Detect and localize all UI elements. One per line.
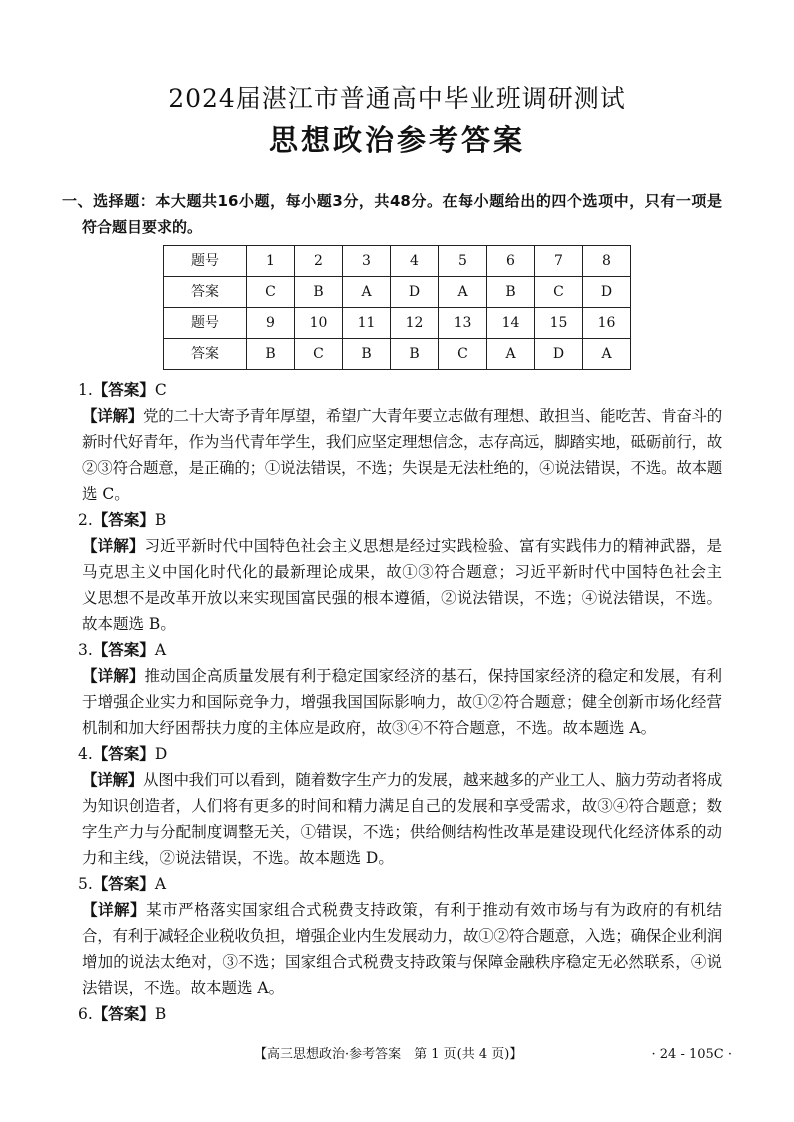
section-heading-line2: 符合题目要求的。 <box>82 218 203 236</box>
answer-heading <box>78 871 722 897</box>
explanation-text: 从图中我们可以看到，随着数字生产力的发展，越来越多的产业工人、脑力劳动者将成 <box>142 771 722 789</box>
table-cell: 16 <box>583 308 631 339</box>
answer-heading <box>78 1001 722 1027</box>
question-number: 4. <box>78 745 93 763</box>
explanation-line <box>78 455 722 481</box>
table-cell: A <box>487 339 535 370</box>
answer-label: 【答案】 <box>92 381 155 399</box>
table-cell: C <box>247 277 295 308</box>
section-heading <box>62 188 722 240</box>
table-cell: 7 <box>535 246 583 277</box>
page-footer <box>0 1046 794 1064</box>
question-number: 6. <box>78 1005 93 1023</box>
answer-heading <box>78 377 722 403</box>
explanation-line <box>78 403 722 429</box>
explanation-line <box>78 559 722 585</box>
explanation-text: 法错误，不选。故本题选 A。 <box>82 979 285 997</box>
table-cell: B <box>487 277 535 308</box>
table-cell: 2 <box>295 246 343 277</box>
table-cell: 14 <box>487 308 535 339</box>
table-cell: B <box>343 339 391 370</box>
table-cell: 4 <box>391 246 439 277</box>
answer-label: 【答案】 <box>92 875 155 893</box>
table-row <box>164 246 631 277</box>
detail-label: 【详解】 <box>82 771 143 789</box>
row-header-cell: 答案 <box>164 339 247 370</box>
explanation-text: 义思想不是改革开放以来实现国富民强的根本遵循，②说法错误，不选；④说法错误，不选。 <box>82 589 722 607</box>
explanation-line <box>78 689 722 715</box>
answer-value: B <box>154 1005 167 1023</box>
explanation-text: 马克思主义中国化时代化的最新理论成果，故①③符合题意；习近平新时代中国特色社会主 <box>82 563 722 581</box>
table-cell: C <box>535 277 583 308</box>
answer-label: 【答案】 <box>92 511 155 529</box>
detail-label: 【详解】 <box>82 407 143 425</box>
table-cell: B <box>391 339 439 370</box>
table-cell: 1 <box>247 246 295 277</box>
row-header-cell: 答案 <box>164 277 247 308</box>
document-title: 2024届湛江市普通高中毕业班调研测试 <box>168 84 626 113</box>
detail-label: 【详解】 <box>82 901 147 919</box>
explanation-text: 为知识创造者，人们将有更多的时间和精力满足自己的发展和享受需求，故③④符合题意；数 <box>82 797 722 815</box>
explanation-text: 增加的说法太绝对，③不选；国家组合式税费支持政策与保障金融秩序稳定无必然联系，④说 <box>82 953 722 971</box>
explanation-line <box>78 923 722 949</box>
explanation-line <box>78 949 722 975</box>
footer-code: · 24 - 105C · <box>651 1047 732 1062</box>
table-cell: 8 <box>583 246 631 277</box>
explanation-line <box>78 481 722 507</box>
question-number: 2. <box>78 511 93 529</box>
explanation-text: 力和主线，②说法错误，不选。故本题选 D。 <box>82 849 394 867</box>
explanation-text: 字生产力与分配制度调整无关，①错误，不选；供给侧结构性改革是建设现代化经济体系的动 <box>82 823 722 841</box>
table-cell: 13 <box>439 308 487 339</box>
table-row <box>164 308 631 339</box>
explanation-line <box>78 793 722 819</box>
answer-label: 【答案】 <box>92 641 155 659</box>
section-heading-line1: 一、选择题：本大题共16小题，每小题3分，共48分。在每小题给出的四个选项中，只有一项是 <box>62 192 722 210</box>
explanation-line <box>78 585 722 611</box>
answer-explanations <box>78 377 722 1027</box>
table-cell: 9 <box>247 308 295 339</box>
table-cell: D <box>391 277 439 308</box>
table-cell: C <box>295 339 343 370</box>
table-cell: B <box>295 277 343 308</box>
explanation-line <box>78 663 722 689</box>
explanation-text: 于增强企业实力和国际竞争力，增强我国国际影响力，故①②符合题意；健全创新市场化经营 <box>82 693 722 711</box>
row-header-cell: 题号 <box>164 308 247 339</box>
table-cell: 12 <box>391 308 439 339</box>
answer-heading <box>78 637 722 663</box>
answer-table <box>163 245 631 370</box>
answer-value: B <box>154 511 167 529</box>
question-number: 5. <box>78 875 93 893</box>
explanation-text: 党的二十大寄予青年厚望，希望广大青年要立志做有理想、敢担当、能吃苦、肯奋斗的 <box>142 407 722 425</box>
table-cell: 10 <box>295 308 343 339</box>
table-cell: A <box>343 277 391 308</box>
answer-heading <box>78 507 722 533</box>
table-cell: B <box>247 339 295 370</box>
answer-value: A <box>154 875 167 893</box>
explanation-text: 习近平新时代中国特色社会主义思想是经过实践检验、富有实践伟力的精神武器，是 <box>144 537 722 555</box>
explanation-text: 机制和加大纾困帮扶力度的主体应是政府，故③④不符合题意，不选。故本题选 A。 <box>82 719 657 737</box>
table-cell: D <box>535 339 583 370</box>
explanation-line <box>78 767 722 793</box>
table-cell: 11 <box>343 308 391 339</box>
explanation-line <box>78 845 722 871</box>
explanation-line <box>78 715 722 741</box>
answer-label: 【答案】 <box>92 745 155 763</box>
explanation-text: 选 C。 <box>82 485 130 503</box>
explanation-line <box>78 897 722 923</box>
table-cell: 3 <box>343 246 391 277</box>
table-cell: D <box>583 277 631 308</box>
table-cell: A <box>583 339 631 370</box>
explanation-line <box>78 975 722 1001</box>
explanation-line <box>78 429 722 455</box>
document-subtitle: 思想政治参考答案 <box>268 123 525 157</box>
answer-value: A <box>154 641 167 659</box>
explanation-text: 故本题选 B。 <box>82 615 176 633</box>
footer-page-info: 【高三思想政治·参考答案 第 1 页(共 4 页)】 <box>254 1047 523 1062</box>
answer-label: 【答案】 <box>92 1005 155 1023</box>
question-number: 3. <box>78 641 93 659</box>
answer-heading <box>78 741 722 767</box>
explanation-text: ②③符合题意，是正确的；①说法错误，不选；失误是无法杜绝的，④说法错误，不选。故本题 <box>82 459 722 477</box>
table-cell: C <box>439 339 487 370</box>
table-cell: 15 <box>535 308 583 339</box>
explanation-line <box>78 533 722 559</box>
explanation-line <box>78 819 722 845</box>
answer-value: D <box>154 745 168 763</box>
question-number: 1. <box>78 381 93 399</box>
table-row <box>164 277 631 308</box>
explanation-text: 某市严格落实国家组合式税费支持政策，有利于推动有效市场与有为政府的有机结 <box>146 901 722 919</box>
explanation-text: 推动国企高质量发展有利于稳定国家经济的基石，保持国家经济的稳定和发展，有利 <box>144 667 722 685</box>
table-row <box>164 339 631 370</box>
detail-label: 【详解】 <box>82 667 145 685</box>
detail-label: 【详解】 <box>82 537 145 555</box>
explanation-line <box>78 611 722 637</box>
explanation-text: 新时代好青年，作为当代青年学生，我们应坚定理想信念，志存高远，脚踏实地，砥砺前行，故 <box>82 433 722 451</box>
table-cell: 6 <box>487 246 535 277</box>
row-header-cell: 题号 <box>164 246 247 277</box>
answer-value: C <box>154 381 167 399</box>
table-cell: 5 <box>439 246 487 277</box>
table-cell: A <box>439 277 487 308</box>
explanation-text: 合，有利于减轻企业税收负担，增强企业内生发展动力，故①②符合题意，入选；确保企业利润 <box>82 927 722 945</box>
